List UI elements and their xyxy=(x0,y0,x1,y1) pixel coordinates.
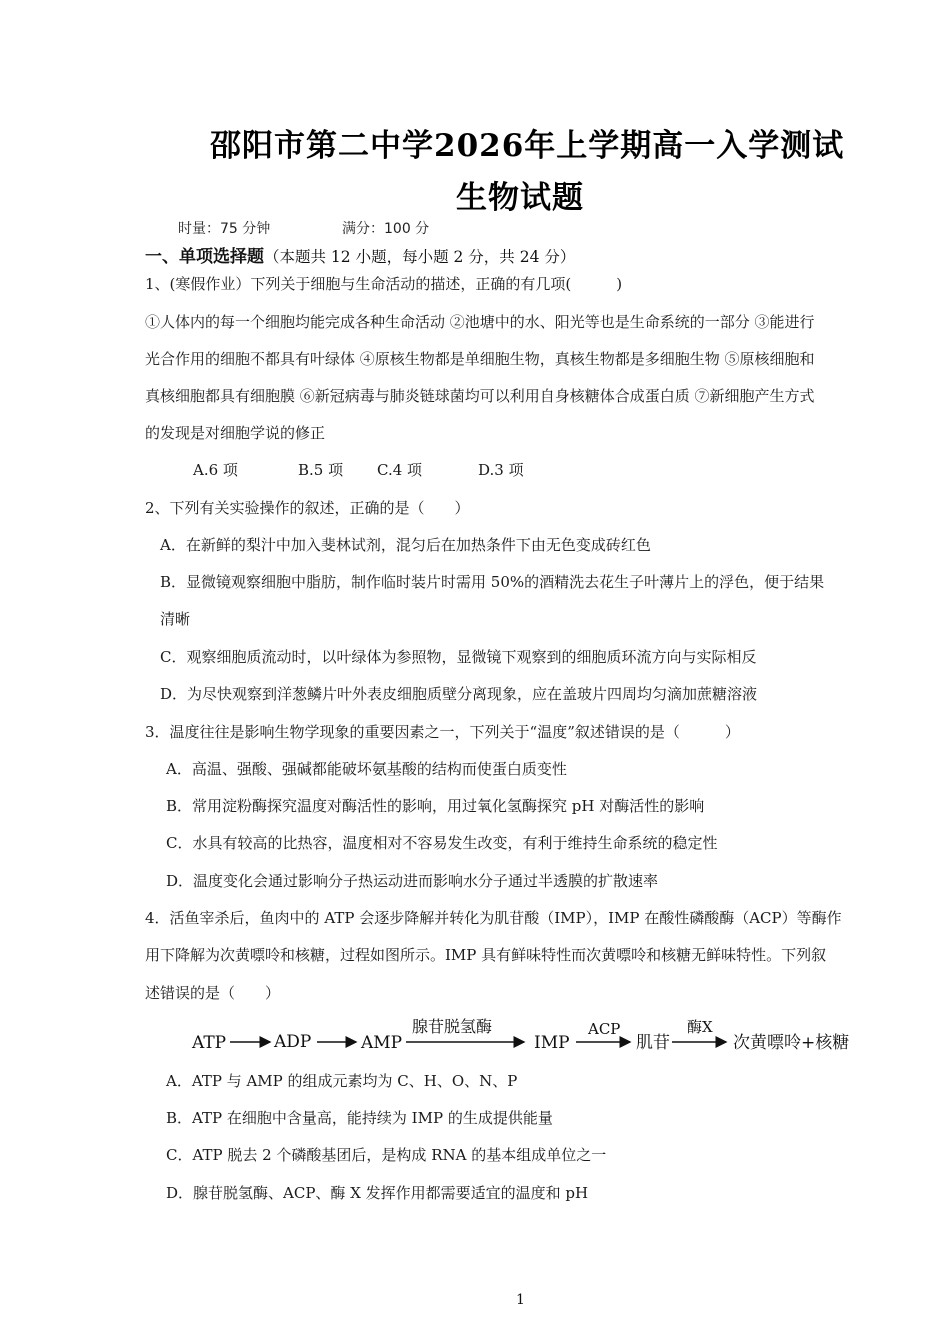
question-4-stem-line: 用下降解为次黄嘌呤和核糖，过程如图所示。IMP 具有鲜味特性而次黄嘌呤和核糖无鲜味特性。下列叙 xyxy=(145,946,827,964)
exam-time: 时量：75 分钟 xyxy=(178,221,271,237)
question-2-option-a: A．在新鲜的梨汁中加入斐林试剂，混匀后在加热条件下由无色变成砖红色 xyxy=(160,536,651,554)
question-1-option-b: B.5 项 xyxy=(298,461,344,479)
question-4-option-a: A．ATP 与 AMP 的组成元素均为 C、H、O、N、P xyxy=(166,1072,518,1090)
diagram-products-label: 次黄嘌呤+核糖 xyxy=(733,1033,850,1053)
question-1-option-c: C.4 项 xyxy=(377,461,423,479)
diagram-atp-label: ATP xyxy=(192,1033,227,1053)
question-1-line: 真核细胞都具有细胞膜 ⑥新冠病毒与肺炎链球菌均可以利用自身核糖体合成蛋白质 ⑦新细胞产生方式 xyxy=(145,387,815,405)
question-3-option-d: D．温度变化会通过影响分子热运动进而影响水分子通过半透膜的扩散速率 xyxy=(166,872,659,890)
page-subtitle: 生物试题 xyxy=(456,180,584,216)
section-heading xyxy=(145,242,575,267)
question-4-stem-line: 述错误的是（ ） xyxy=(145,984,281,1002)
question-2-option-d: D．为尽快观察到洋葱鳞片叶外表皮细胞质壁分离现象，应在盖玻片四周均匀滴加蔗糖溶液 xyxy=(160,685,758,703)
question-3-stem: 3．温度往往是影响生物学现象的重要因素之一，下列关于“温度”叙述错误的是（ ） xyxy=(145,723,740,741)
diagram-imp-label: IMP xyxy=(534,1033,570,1053)
section-title: 一、单项选择题 xyxy=(145,247,264,267)
diagram-inosine-label: 肌苷 xyxy=(636,1033,670,1053)
exam-score: 满分：100 分 xyxy=(342,221,430,237)
atp-degradation-diagram xyxy=(190,1010,860,1060)
diagram-amp-label: AMP xyxy=(361,1033,403,1053)
question-1-line: ①人体内的每一个细胞均能完成各种生命活动 ②池塘中的水、阳光等也是生命系统的一部分 ③能进行 xyxy=(145,313,815,331)
question-1-option-a: A.6 项 xyxy=(193,461,238,479)
question-2-option-b-cont: 清晰 xyxy=(160,610,191,628)
question-2-stem: 2、下列有关实验操作的叙述，正确的是（ ） xyxy=(145,499,470,517)
question-3-option-a: A．高温、强酸、强碱都能破坏氨基酸的结构而使蛋白质变性 xyxy=(166,760,567,778)
question-4-option-b: B．ATP 在细胞中含量高，能持续为 IMP 的生成提供能量 xyxy=(166,1109,553,1127)
diagram-enzyme3-label: 酶X xyxy=(687,1018,713,1036)
diagram-adp-label: ADP xyxy=(274,1032,312,1052)
question-4-option-c: C．ATP 脱去 2 个磷酸基团后，是构成 RNA 的基本组成单位之一 xyxy=(166,1146,607,1164)
question-1-option-d: D.3 项 xyxy=(478,461,524,479)
page-number: 1 xyxy=(516,1292,525,1308)
question-3-option-c: C．水具有较高的比热容，温度相对不容易发生改变，有利于维持生命系统的稳定性 xyxy=(166,834,718,852)
page-title: 邵阳市第二中学2026年上学期高一入学测试 xyxy=(210,128,845,164)
question-4-option-d: D．腺苷脱氢酶、ACP、酶 X 发挥作用都需要适宜的温度和 pH xyxy=(166,1184,589,1202)
question-4-stem: 4．活鱼宰杀后，鱼肉中的 ATP 会逐步降解并转化为肌苷酸（IMP），IMP 在酸性磷酸酶（ACP）等酶作 xyxy=(145,909,842,927)
question-3-option-b: B．常用淀粉酶探究温度对酶活性的影响，用过氧化氢酶探究 pH 对酶活性的影响 xyxy=(166,797,705,815)
diagram-enzyme1-label: 腺苷脱氢酶 xyxy=(412,1017,493,1036)
diagram-enzyme2-label: ACP xyxy=(588,1020,621,1038)
section-note: （本题共 12 小题，每小题 2 分，共 24 分） xyxy=(264,248,576,266)
question-1-stem: 1、(寒假作业）下列关于细胞与生命活动的描述，正确的有几项( ) xyxy=(145,275,623,293)
question-1-line: 光合作用的细胞不都具有叶绿体 ④原核生物都是单细胞生物，真核生物都是多细胞生物 ⑤原核细胞和 xyxy=(145,350,815,368)
question-2-option-c: C．观察细胞质流动时，以叶绿体为参照物，显微镜下观察到的细胞质环流方向与实际相反 xyxy=(160,648,757,666)
question-2-option-b: B．显微镜观察细胞中脂肪，制作临时装片时需用 50%的酒精洗去花生子叶薄片上的浮色，便于结果 xyxy=(160,573,825,591)
question-1-line: 的发现是对细胞学说的修正 xyxy=(145,424,326,442)
